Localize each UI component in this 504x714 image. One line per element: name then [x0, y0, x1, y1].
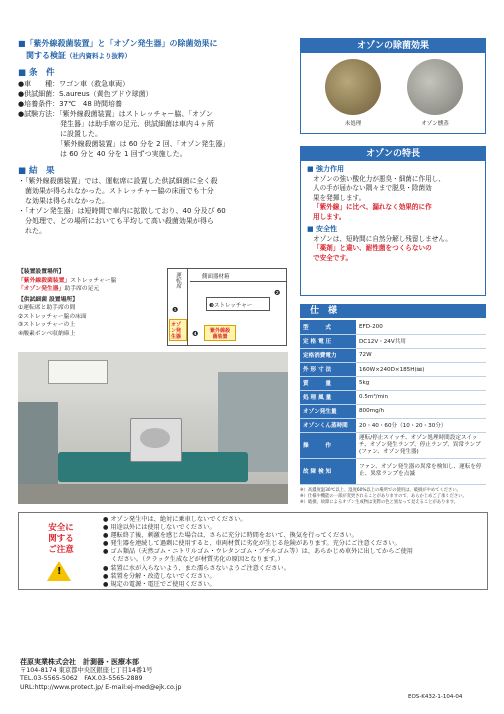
intro-title: ■「紫外線殺菌装置」と「オゾン発生器」の除菌効果に 関する検証（社内資料より抜粋） [18, 39, 218, 60]
spec-row [300, 376, 486, 390]
spec-value: 72W [356, 348, 486, 362]
company-info [20, 658, 320, 692]
ozone-effect-panel [300, 38, 486, 134]
side-box-line [190, 281, 286, 282]
result-row: ・「オゾン発生器」は短時間で車内に拡散しており、40 分及び 60 [18, 207, 226, 215]
results-list [18, 176, 286, 236]
spec-value: ファン、オゾン発生器の異常を検知し、運転を停止、異常ランプを点滅 [356, 458, 486, 484]
safety-item: ● 用途以外には使用しないでください。 [103, 524, 216, 532]
marker-4: ❹ [192, 330, 199, 338]
spec-row [300, 390, 486, 404]
result-row: ・「紫外線殺菌装置」では、運転席に設置した供試細菌に全く殺 [18, 177, 218, 185]
ozone-features-panel: オゾンの特長 ■ 強力作用 オゾンの強い酸化力が悪臭・細菌に作用し、 人の手が届かない隅々まで脱臭・除菌効 果を発揮します。 「紫外線」に比べ、漏れなく効果的に作 用します。 ■ 安全性 オゾンは、短時間に自然分解し残留しません。 「薬剤」と違い、耐性菌をつくらないの で安全です。 [300, 146, 486, 296]
safety-item: ● ゴム類品（天然ゴム・ニトリルゴム・ウレタンゴム・ブチルゴム等）は、あらかじめ車外に出してからご使用 [103, 548, 413, 556]
condition-row: ●車 種：ワゴン車（救急車両） [18, 80, 130, 88]
company-url[interactable]: URL:http://www.protect.jp/ E-mail:ej-med@ejk.co.jp [20, 683, 182, 691]
spec-row [300, 348, 486, 362]
safety-label: 安全に 関する ご注意 [48, 523, 74, 555]
company-phone: TEL.03-5565-5062 FAX.03-5565-2889 [20, 675, 143, 682]
placement-legend: 【装置設置場所】 「紫外線殺菌装置」ストレッチャー脇 「オゾン発生器」助手席の足元 【供試細菌 設置場所】 ①運転席と助手席の間 ②ストレッチャー脇の床面 ③ストレッチャーの上 ④酸素ボンベ収納庫上 [18, 268, 168, 338]
spec-key: 型 式 [300, 320, 356, 334]
spec-value: 5kg [356, 376, 486, 390]
result-row: 菌効果が得られなかった。ストレッチャー脇の床面でも十分 [18, 187, 214, 195]
spec-value: 800mg/h [356, 404, 486, 418]
spec-key: 外 形 寸 法 [300, 362, 356, 376]
safety-box: 安全に 関する ご注意 ! ● オゾン発生中は、絶対に乗車しないでください。 ● 用途以外には使用しないでください。 ● 運転終了後、刺激を感じた場合は、さらに充分に時間をおいて、換気を行ってください。 ● 発生器を連続して過剰に使用すると、車両材質に劣化が生じる危険があります。充分にご注意ください。 ● ゴム類品（天然ゴム・ニトリルゴム・ウレタンゴム・ブチルゴム等）は、あらかじめ車外に出してからご使用 ください。（クラック生成などが材質劣化の原因となります。） ● 装置に水が入らないよう、また濡らさないようご注意ください。 ● 装置を分解・改造しないでください。 ● 規定の電源・電圧でご使用ください。 [18, 512, 488, 590]
safety-item: ください。（クラック生成などが材質劣化の原因となります。） [103, 556, 284, 564]
spec-key: 操 作 [300, 432, 356, 458]
intro-section [18, 38, 286, 236]
spec-value: EFD-200 [356, 320, 486, 334]
spec-key: オゾン発生量 [300, 404, 356, 418]
marker-3: ❸ [209, 303, 214, 309]
spec-row [300, 404, 486, 418]
result-row: な効果は得られなかった。 [18, 197, 109, 205]
features-header: オゾンの特長 [301, 147, 485, 161]
safety-item: ● 規定の電源・電圧でご使用ください。 [103, 580, 216, 588]
uv-device-marker: 紫外線殺菌装置 [204, 325, 236, 341]
sample-location: ④酸素ボンベ収納庫上 [18, 330, 76, 337]
sample-locations [18, 304, 168, 338]
condition-row: 発生器」は助手席の足元、供試細菌は車内４ヶ所 [18, 120, 214, 128]
vehicle-interior-photo [18, 352, 288, 504]
spec-note: ※）破損、故障によるオゾン生成物は実際の色と異なって見えることがあります。 [300, 499, 458, 505]
document-code: EOS-K432-1-104-04 [408, 694, 463, 700]
spec-value: 0.5m³/min [356, 390, 486, 404]
side-equipment-box: 側面器材箱 [202, 274, 230, 280]
safety-item: ● 装置に水が入らないよう、また濡らさないようご注意ください。 [103, 564, 290, 572]
stretcher: ❸ストレッチャー [206, 297, 270, 311]
safety-item: ● 装置を分解・改造しないでください。 [103, 572, 216, 580]
spec-row [300, 320, 486, 334]
spec-key: オゾンくん蒸時間 [300, 418, 356, 432]
result-row: 分処理で、どの場所においても平均して高い殺菌効果が得ら [18, 217, 214, 225]
spec-value: 運転/停止スイッチ、オゾン処理時間設定スイッチ、オゾン発生ランプ、停止ランプ、異常ランプ(ファン、オゾン発生器) [356, 432, 486, 458]
condition-row: ●供試細菌：S.aureus（黄色ブドウ球菌） [18, 90, 153, 98]
results-heading: ■ 結 果 [18, 166, 55, 176]
condition-row: に設置した。 [18, 130, 102, 138]
vehicle-diagram [167, 268, 287, 346]
safety-list [103, 516, 483, 589]
effect-header: オゾンの除菌効果 [301, 39, 485, 53]
safety-item: ● オゾン発生中は、絶対に乗車しないでください。 [103, 516, 247, 523]
marker-1: ❶ [172, 306, 179, 314]
spec-key: 質 量 [300, 376, 356, 390]
treated-label: オゾン燻蒸 [421, 121, 449, 127]
spec-table [300, 320, 486, 485]
condition-row: ●試験方法：「紫外線殺菌装置」はストレッチャー脇、「オゾン [18, 110, 213, 118]
spec-header: 仕 様 [300, 304, 486, 318]
untreated-sample-image [325, 59, 381, 115]
spec-key: 故 障 検 知 [300, 458, 356, 484]
spec-row [300, 458, 486, 484]
spec-row [300, 432, 486, 458]
safety-item: ● 運転終了後、刺激を感じた場合は、さらに充分に時間をおいて、換気を行ってください。 [103, 532, 358, 540]
ozone-generator-marker: オゾン発生器 [169, 319, 187, 341]
ozone-treated-sample-image [407, 59, 463, 115]
spec-notes [300, 488, 486, 506]
sample-location: ③ストレッチャーの上 [18, 322, 76, 328]
condition-row: ●培養条件：37℃ 48 時間培養 [18, 100, 123, 108]
spec-value: 20・40・60分（10・20・30分） [356, 418, 486, 432]
company-address: 〒104-8174 東京都中央区銀座七丁目14番1号 [20, 666, 153, 674]
condition-row: 「紫外線殺菌装置」は 60 分を 2 回、「オゾン発生器」 [18, 140, 230, 148]
untreated-label: 未処理 [344, 121, 362, 127]
spec-key: 処 理 風 量 [300, 390, 356, 404]
spec-row [300, 334, 486, 348]
spec-key: 定格消費電力 [300, 348, 356, 362]
marker-2: ❷ [274, 289, 281, 297]
safety-item: ● 発生器を連続して過剰に使用すると、車両材質に劣化が生じる危険があります。充分にご注意ください。 [103, 540, 401, 548]
sample-location: ①運転席と助手席の間 [18, 305, 76, 311]
spec-row [300, 362, 486, 376]
driver-seat-area: 運転席 [168, 269, 188, 345]
sample-location: ②ストレッチャー脇の床面 [18, 313, 87, 320]
spec-key: 定 格 電 圧 [300, 334, 356, 348]
spec-note: ※）高濃度温30℃以上、湿度60%以上の場所での使用は、破損がやめてください。 [300, 487, 461, 493]
company-name: 荏原実業株式会社 計測器・医療本部 [20, 658, 139, 666]
spec-value: 160W×240D×185H(㎜) [356, 362, 486, 376]
spec-panel [300, 304, 486, 506]
conditions-heading: ■ 条 件 [18, 68, 55, 78]
conditions-list [18, 79, 286, 159]
spec-value: DC12V・24V共用 [356, 334, 486, 348]
spec-note: ※）仕様や機能の一部が変更されることがありますので、あらかじめご了承ください。 [300, 493, 467, 499]
result-row: れた。 [18, 227, 46, 235]
spec-row [300, 418, 486, 432]
condition-row: は 60 分と 40 分を 1 回ずつ実施した。 [18, 150, 187, 158]
